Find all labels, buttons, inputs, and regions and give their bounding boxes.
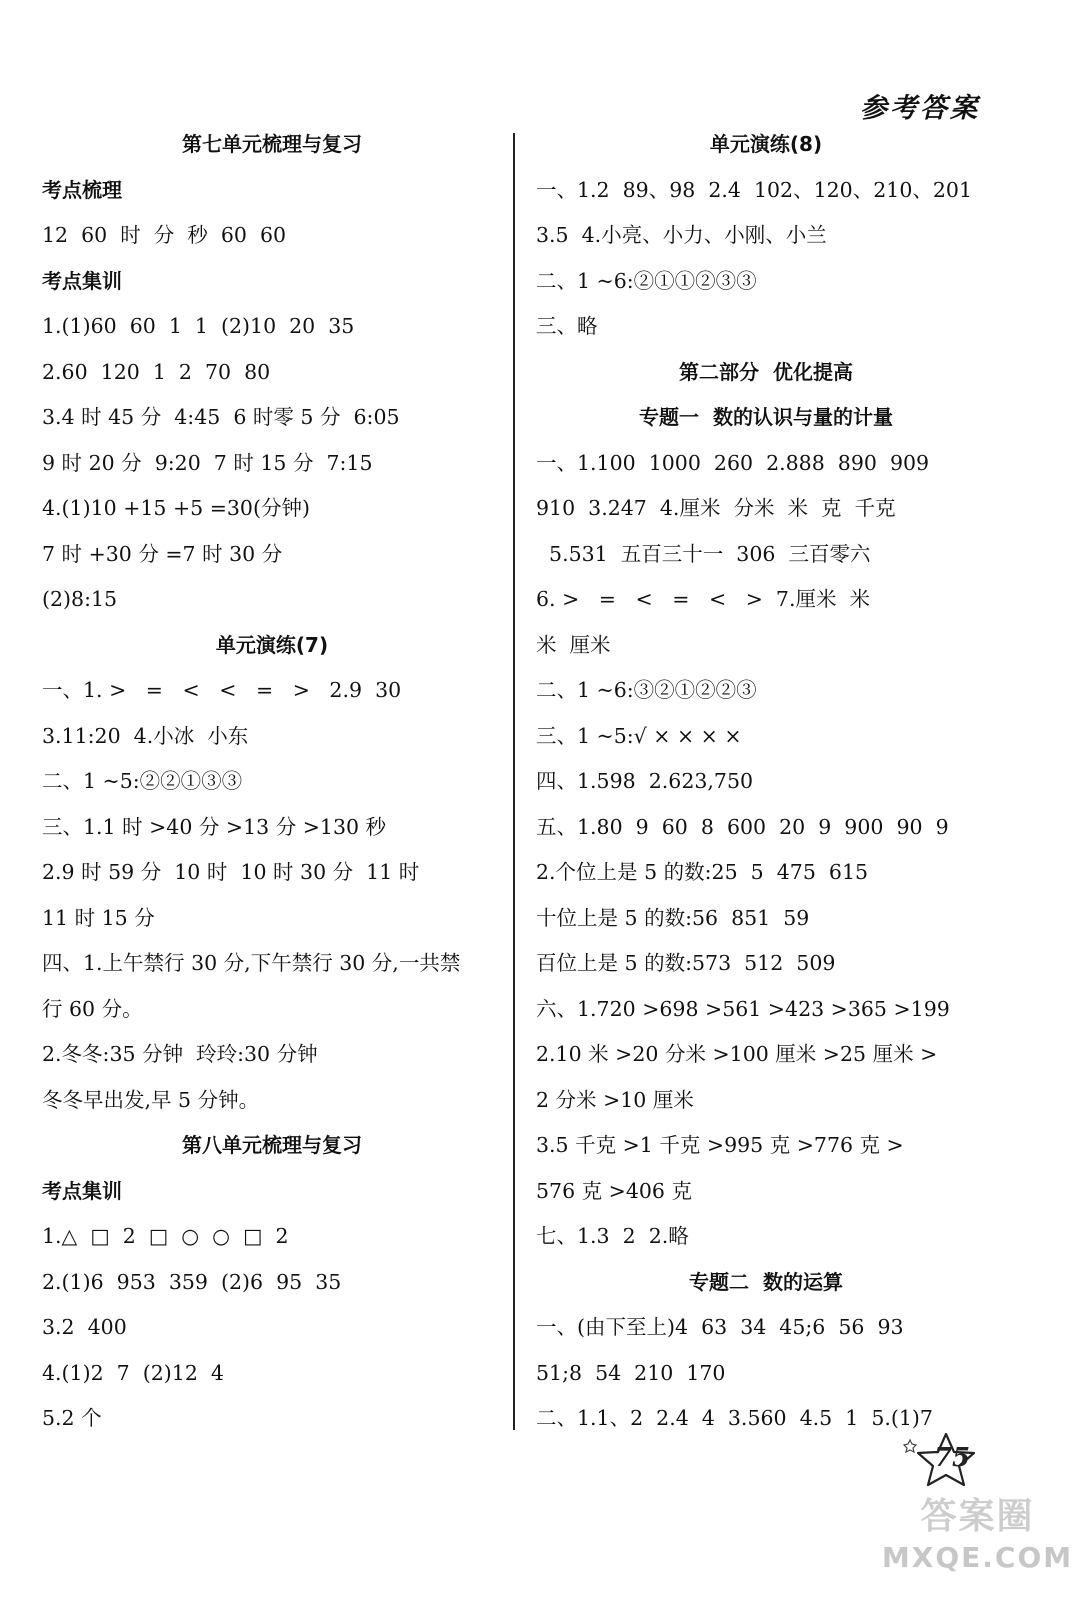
answer-line: 二、1 ~5:②②①③③	[42, 769, 243, 793]
answer-line: 9 时 20 分 9:20 7 时 15 分 7:15	[42, 450, 373, 475]
answer-line: 三、略	[536, 314, 598, 338]
answer-line: 六、1.720 >698 >561 >423 >365 >199	[536, 996, 950, 1021]
section-heading: 第二部分 优化提高	[679, 359, 853, 384]
answer-line: 3.5 千克 >1 千克 >995 克 >776 克 >	[536, 1133, 904, 1157]
section-heading: 单元演练(8)	[709, 132, 823, 156]
answer-line: 3.5 4.小亮、小力、小刚、小兰	[536, 223, 827, 247]
answer-line: 二、1 ~6:②①①②③③	[536, 268, 757, 293]
section-heading: 单元演练(7)	[215, 632, 329, 657]
answer-line: 2.冬冬:35 分钟 玲玲:30 分钟	[42, 1042, 318, 1066]
answer-line: 三、1 ~5:√ × × × ×	[536, 723, 742, 748]
answer-line: 2.60 120 1 2 70 80	[42, 359, 271, 384]
answer-line: 一、(由下至上)4 63 34 45;6 56 93	[536, 1315, 904, 1339]
answer-line: 3.11:20 4.小冰 小东	[42, 723, 249, 748]
subsection-heading: 考点梳理	[42, 177, 122, 202]
answer-line: 4.(1)10 +15 +5 =30(分钟)	[42, 496, 310, 520]
answer-line: 五、1.80 9 60 8 600 20 9 900 90 9	[536, 814, 949, 839]
answer-line: 576 克 >406 克	[536, 1178, 692, 1203]
answer-line: 2.10 米 >20 分米 >100 厘米 >25 厘米 >	[536, 1042, 938, 1066]
answer-line: 5.2 个	[42, 1406, 102, 1430]
answer-line: 一、1.100 1000 260 2.888 890 909	[536, 450, 930, 475]
answer-line: 4.(1)2 7 (2)12 4	[42, 1360, 224, 1385]
right-column	[536, 122, 996, 1442]
answer-line: 一、1.2 89、98 2.4 102、120、210、201	[536, 177, 972, 202]
answer-line: 三、1.1 时 >40 分 >13 分 >130 秒	[42, 814, 387, 839]
answer-line: 一、1. > = < < = > 2.9 30	[42, 678, 402, 702]
page-header-title: 参考答案	[860, 93, 980, 124]
page-number: 75	[933, 1443, 971, 1473]
answer-line: 七、1.3 2 2.略	[536, 1224, 689, 1248]
answer-line: 3.4 时 45 分 4:45 6 时零 5 分 6:05	[42, 405, 400, 429]
left-column	[42, 122, 502, 1442]
answer-line: 11 时 15 分	[42, 905, 155, 930]
answer-line: 1.(1)60 60 1 1 (2)10 20 35	[42, 314, 355, 338]
answer-line: 7 时 +30 分 =7 时 30 分	[42, 541, 283, 566]
watermark-top-text: 答案圈	[920, 1496, 1035, 1537]
answer-line: 二、1 ~6:③②①②②③	[536, 678, 757, 702]
subsection-heading: 考点集训	[42, 1178, 122, 1203]
answer-line: 2.(1)6 953 359 (2)6 95 35	[42, 1269, 342, 1294]
answer-line: 二、1.1、2 2.4 4 3.560 4.5 1 5.(1)7	[536, 1406, 933, 1430]
answer-line: 2 分米 >10 厘米	[536, 1087, 694, 1112]
section-heading: 专题一 数的认识与量的计量	[639, 405, 893, 429]
section-heading: 第七单元梳理与复习	[182, 132, 362, 156]
answer-line: 十位上是 5 的数:56 851 59	[536, 905, 810, 930]
answer-line: 四、1.598 2.623,750	[536, 769, 754, 793]
site-watermark	[880, 1488, 1075, 1588]
answer-line: 3.2 400	[42, 1315, 127, 1339]
answer-line: 12 60 时 分 秒 60 60	[42, 223, 287, 247]
answer-line: 2.9 时 59 分 10 时 10 时 30 分 11 时	[42, 860, 420, 884]
answer-line: 1.△ □ 2 □ ○ ○ □ 2	[42, 1224, 289, 1248]
answer-line: 51;8 54 210 170	[536, 1360, 726, 1385]
answer-line: 910 3.247 4.厘米 分米 米 克 千克	[536, 496, 896, 520]
answer-line: (2)8:15	[42, 587, 118, 611]
answer-line: 2.个位上是 5 的数:25 5 475 615	[536, 860, 869, 884]
column-divider	[513, 133, 515, 1430]
answer-line: 5.531 五百三十一 306 三百零六	[536, 541, 871, 566]
section-heading: 第八单元梳理与复习	[182, 1133, 362, 1157]
subsection-heading: 考点集训	[42, 268, 122, 293]
answer-line: 四、1.上午禁行 30 分,下午禁行 30 分,一共禁	[42, 951, 461, 975]
answer-line: 百位上是 5 的数:573 512 509	[536, 951, 836, 975]
section-heading: 专题二 数的运算	[689, 1269, 843, 1294]
watermark-bottom-text: MXQE.COM	[881, 1541, 1074, 1574]
answer-line: 冬冬早出发,早 5 分钟。	[42, 1087, 260, 1112]
answer-line: 米 厘米	[536, 632, 611, 657]
answer-line: 6. > = < = < > 7.厘米 米	[536, 587, 871, 611]
answer-line: 行 60 分。	[42, 996, 143, 1021]
